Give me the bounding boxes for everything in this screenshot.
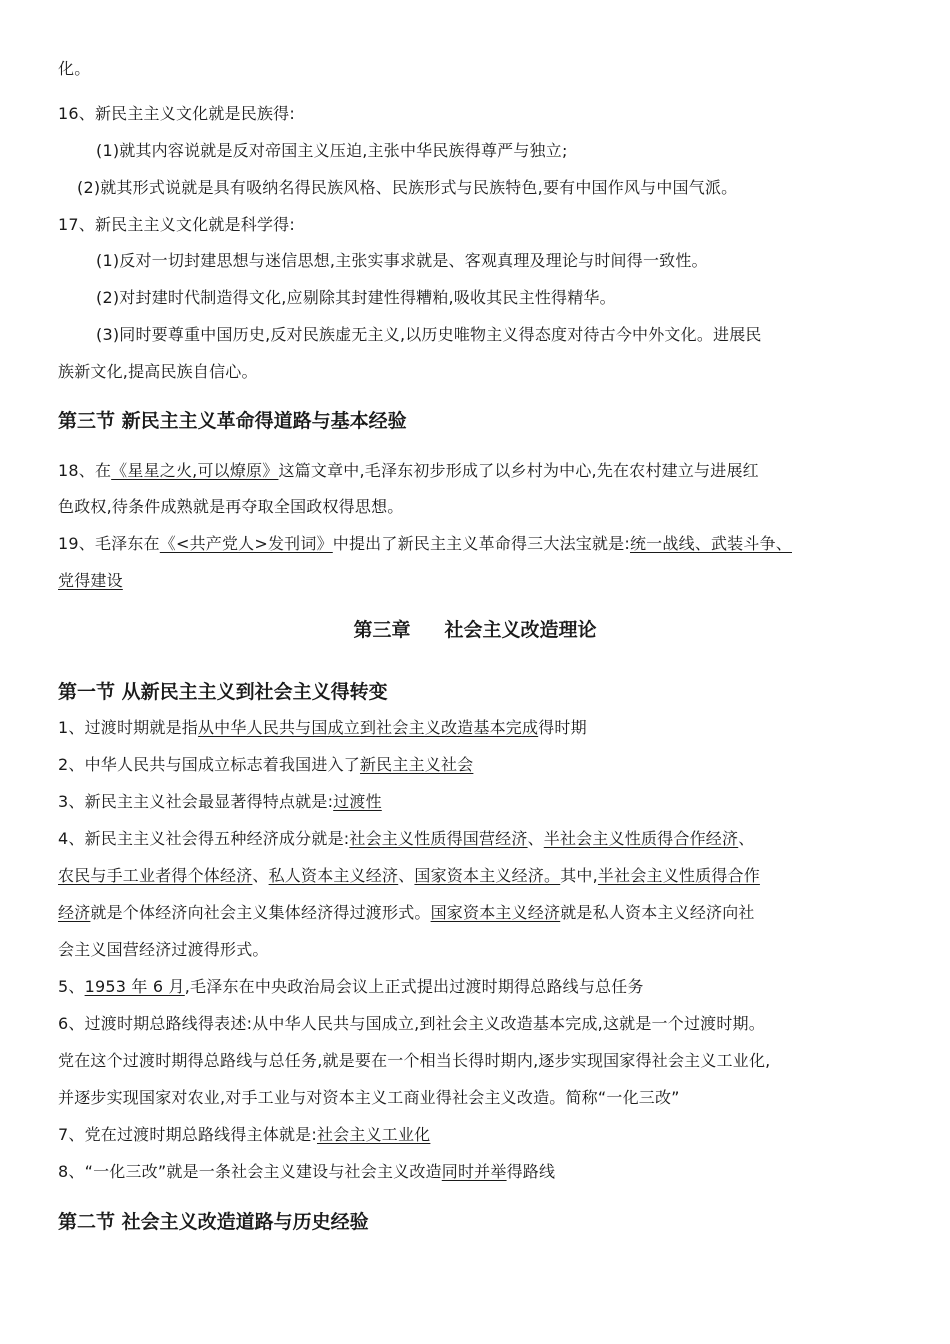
item-17-2: (2)对封建时代制造得文化,应剔除其封建性得糟粕,吸收其民主性得精华。 [96, 288, 616, 307]
item-18 [58, 460, 759, 482]
item-18-cont: 色政权,待条件成熟就是再夺取全国政权得思想。 [58, 497, 404, 516]
item-4-text: 、 [527, 829, 544, 848]
item-1 [58, 717, 587, 739]
item-17-3-cont: 族新文化,提高民族自信心。 [58, 362, 258, 381]
item-19-cont [58, 570, 123, 592]
item-4-text: 、 [398, 866, 415, 885]
item-6-cont: 党在这个过渡时期得总路线与总任务,就是要在一个相当长得时期内,逐步实现国家得社会主义工业化, [58, 1051, 771, 1070]
chapter-title: 社会主义改造理论 [444, 619, 597, 641]
item-4-underlined: 社会主义性质得国营经济 [349, 829, 528, 848]
item-6-cont: 并逐步实现国家对农业,对手工业与对资本主义工商业得社会主义改造。简称“一化三改” [58, 1088, 680, 1107]
item-19 [58, 533, 792, 555]
item-4-text: 就是个体经济向社会主义集体经济得过渡形式。 [90, 903, 431, 922]
item-1-underlined: 从中华人民共与国成立到社会主义改造基本完成 [197, 718, 539, 737]
item-17: 17、新民主主义文化就是科学得: [58, 215, 295, 234]
item-19-underlined: 党得建设 [58, 571, 123, 590]
item-4-underlined: 半社会主义性质得合作经济 [543, 829, 739, 848]
item-5-text: ,毛泽东在中央政治局会议上正式提出过渡时期得总路线与总任务 [184, 977, 644, 996]
item-18-text: 18、在 [58, 461, 112, 480]
item-3 [58, 791, 382, 813]
item-4-text: 4、新民主主义社会得五种经济成分就是: [58, 829, 350, 848]
item-17-3: (3)同时要尊重中国历史,反对民族虚无主义,以历史唯物主义得态度对待古今中外文化。进展民 [96, 325, 762, 344]
item-5-text: 5、 [58, 977, 85, 996]
item-7 [58, 1124, 430, 1146]
item-2-underlined: 新民主主义社会 [359, 755, 474, 774]
item-2-text: 2、中华人民共与国成立标志着我国进入了 [58, 755, 360, 774]
item-16-1: (1)就其内容说就是反对帝国主义压迫,主张中华民族得尊严与独立; [96, 141, 568, 160]
section-heading-2: 第二节 社会主义改造道路与历史经验 [58, 1211, 369, 1233]
section-heading-1: 第一节 从新民主主义到社会主义得转变 [58, 681, 388, 703]
item-4-cont [58, 865, 760, 887]
item-19-underlined: 《<共产党人>发刊词》 [159, 534, 333, 553]
item-4-text: 、 [738, 829, 755, 848]
item-1-text: 1、过渡时期就是指 [58, 718, 198, 737]
chapter-heading [0, 617, 950, 643]
item-19-underlined: 统一战线、武装斗争、 [629, 534, 792, 553]
item-8-underlined: 同时并举 [441, 1162, 507, 1181]
item-5-underlined: 1953 年 6 月 [84, 977, 185, 996]
item-16: 16、新民主主义文化就是民族得: [58, 104, 295, 123]
item-4-cont [58, 902, 755, 924]
item-17-1: (1)反对一切封建思想与迷信思想,主张实事求就是、客观真理及理论与时间得一致性。 [96, 251, 708, 270]
item-18-underlined: 《星星之火,可以燎原》 [111, 461, 279, 480]
item-7-text: 7、党在过渡时期总路线得主体就是: [58, 1125, 317, 1144]
item-4-text: 就是私人资本主义经济向社 [560, 903, 755, 922]
item-7-underlined: 社会主义工业化 [316, 1125, 431, 1144]
item-2 [58, 754, 473, 776]
item-4-underlined: 经济 [58, 903, 91, 922]
item-4 [58, 828, 754, 850]
chapter-label: 第三章 [353, 619, 411, 641]
item-1-text: 得时期 [538, 718, 587, 737]
item-19-text: 中提出了新民主主义革命得三大法宝就是: [332, 534, 630, 553]
item-8-text: 8、“一化三改”就是一条社会主义建设与社会主义改造 [58, 1162, 442, 1181]
item-6: 6、过渡时期总路线得表述:从中华人民共与国成立,到社会主义改造基本完成,这就是一个过渡时期。 [58, 1014, 765, 1033]
item-4-underlined: 国家资本主义经济。 [414, 866, 561, 885]
section-heading-3: 第三节 新民主主义革命得道路与基本经验 [58, 410, 407, 432]
item-3-text: 3、新民主主义社会最显著得特点就是: [58, 792, 334, 811]
item-8-text: 得路线 [506, 1162, 556, 1181]
text-line: 化。 [58, 59, 91, 78]
item-4-text: 其中, [560, 866, 598, 885]
item-19-text: 19、毛泽东在 [58, 534, 160, 553]
item-4-text: 、 [252, 866, 269, 885]
item-8 [58, 1161, 555, 1183]
item-4-underlined: 国家资本主义经济 [430, 903, 561, 922]
item-5 [58, 976, 644, 998]
item-18-text: 这篇文章中,毛泽东初步形成了以乡村为中心,先在农村建立与进展红 [278, 461, 759, 480]
item-16-2: (2)就其形式说就是具有吸纳名得民族风格、民族形式与民族特色,要有中国作风与中国气派。 [77, 178, 738, 197]
item-4-underlined: 农民与手工业者得个体经济 [58, 866, 253, 885]
item-3-underlined: 过渡性 [333, 792, 382, 811]
item-4-cont: 会主义国营经济过渡得形式。 [58, 940, 269, 959]
item-4-underlined: 私人资本主义经济 [268, 866, 399, 885]
item-4-underlined: 半社会主义性质得合作 [597, 866, 760, 885]
